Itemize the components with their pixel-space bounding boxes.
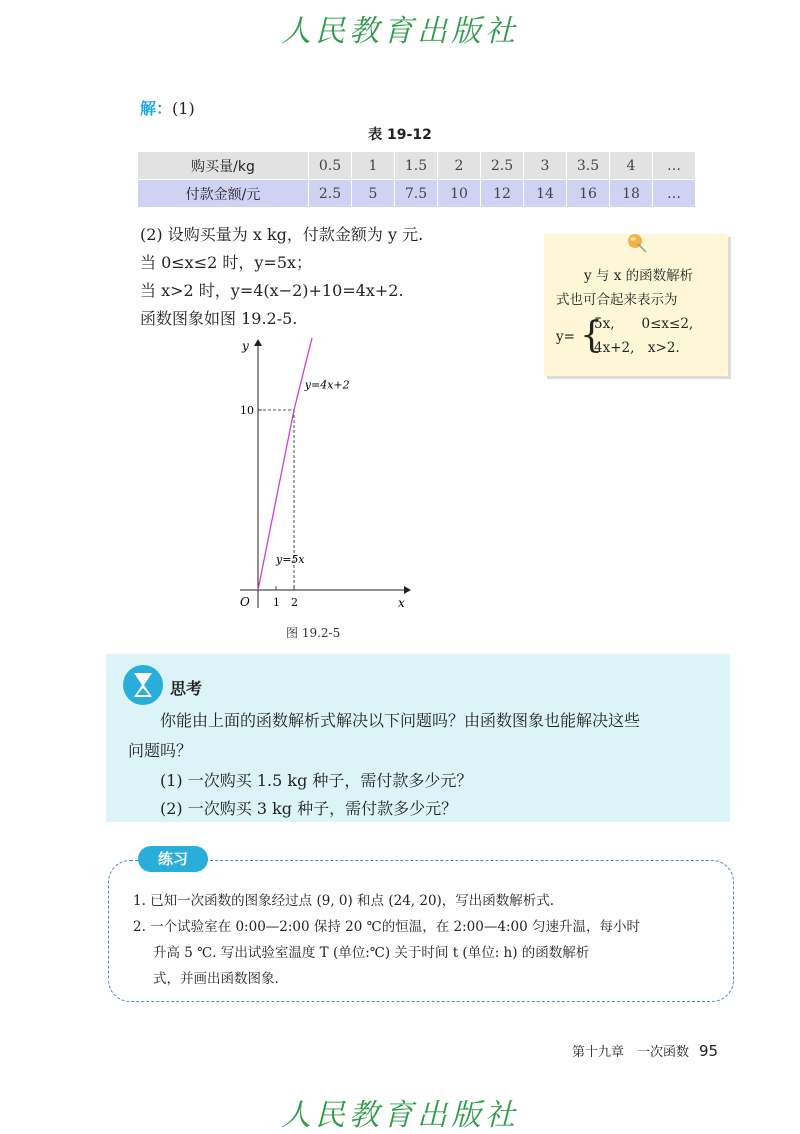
- table-cell: 1.5: [395, 152, 438, 180]
- think-title: 思考: [170, 679, 203, 698]
- practice-box: [108, 860, 734, 1002]
- practice-item2-line1: 2. 一个试验室在 0:00—2:00 保持 20 ℃的恒温，在 2:00—4:00 匀速升温，每小时: [133, 919, 640, 935]
- table-cell: 10: [438, 180, 481, 208]
- practice-item2-line2: 升高 5 ℃. 写出试验室温度 T (单位:℃) 关于时间 t (单位: h) 的函数解析: [153, 945, 590, 961]
- think-line1: 你能由上面的函数解析式解决以下问题吗？由函数图象也能解决这些: [160, 711, 641, 730]
- part2-line4: 函数图象如图 19.2-5.: [140, 309, 298, 328]
- page-number: 95: [699, 1042, 719, 1060]
- note-line2: 式也可合起来表示为: [556, 292, 678, 308]
- think-question1: (1) 一次购买 1.5 kg 种子，需付款多少元？: [160, 771, 473, 790]
- table-cell: 3.5: [567, 152, 610, 180]
- note-y-label: y=: [556, 329, 575, 345]
- solution-part1: (1): [172, 99, 195, 118]
- table-cell: 1: [352, 152, 395, 180]
- pin-icon: [624, 230, 650, 260]
- side-note: [544, 234, 728, 376]
- part2-line2: 当 0≤x≤2 时，y=5x；: [140, 253, 313, 272]
- note-case1: 5x, 0≤x≤2,: [594, 316, 694, 332]
- part2-line3: 当 x>2 时，y=4(x−2)+10=4x+2.: [140, 281, 404, 300]
- table-cell: 3: [524, 152, 567, 180]
- practice-item2-line3: 式，并画出函数图象.: [153, 971, 279, 987]
- part2-line1: (2) 设购买量为 x kg，付款金额为 y 元.: [140, 225, 424, 244]
- practice-title: 练习: [138, 846, 208, 872]
- table-cell: 2.5: [481, 152, 524, 180]
- think-line2: 问题吗？: [128, 741, 193, 760]
- table-cell: 5: [352, 180, 395, 208]
- note-case2: 4x+2, x>2.: [594, 340, 680, 356]
- y-tick-label: 10: [240, 404, 254, 417]
- table-cell: …: [653, 152, 696, 180]
- series-line-y=4x+2: [294, 338, 312, 410]
- table-caption: 表 19-12: [368, 127, 432, 143]
- table-cell: 14: [524, 180, 567, 208]
- data-table: [137, 151, 696, 208]
- table-cell: 0.5: [309, 152, 352, 180]
- page-footer: [572, 1041, 718, 1060]
- table-cell: 18: [610, 180, 653, 208]
- hourglass-icon: [122, 664, 164, 710]
- note-line1: y 与 x 的函数解析: [584, 268, 694, 284]
- table-cell: 4: [610, 152, 653, 180]
- brace-icon: {: [580, 315, 603, 356]
- row-header: 购买量/kg: [138, 152, 309, 180]
- solution-label: 解：: [140, 99, 173, 118]
- x-tick-label: 2: [291, 596, 298, 609]
- y-axis-label: y: [242, 339, 249, 353]
- publisher-logo-bottom: 人民教育出版社: [281, 1098, 519, 1133]
- solution-heading: [140, 96, 195, 119]
- x-axis-label: x: [398, 596, 405, 610]
- table-cell: 12: [481, 180, 524, 208]
- series-label: y=4x+2: [304, 378, 350, 392]
- practice-item1: 1. 已知一次函数的图象经过点 (9, 0) 和点 (24, 20)，写出函数解析式.: [133, 893, 555, 909]
- series-label: y=5x: [276, 553, 305, 566]
- table-row: [138, 180, 696, 208]
- function-graph: [210, 330, 430, 620]
- chapter-title: 第十九章 一次函数: [572, 1045, 690, 1060]
- table-cell: 7.5: [395, 180, 438, 208]
- row-header: 付款金额/元: [138, 180, 309, 208]
- table-cell: …: [653, 180, 696, 208]
- table-cell: 2.5: [309, 180, 352, 208]
- publisher-logo-top: 人民教育出版社: [281, 14, 519, 49]
- think-box: [106, 654, 730, 822]
- table-cell: 2: [438, 152, 481, 180]
- think-question2: (2) 一次购买 3 kg 种子，需付款多少元？: [160, 799, 458, 818]
- x-tick-label: 1: [273, 596, 280, 609]
- origin-label: O: [240, 595, 250, 609]
- table-row: [138, 152, 696, 180]
- figure-caption: 图 19.2-5: [286, 626, 341, 640]
- table-cell: 16: [567, 180, 610, 208]
